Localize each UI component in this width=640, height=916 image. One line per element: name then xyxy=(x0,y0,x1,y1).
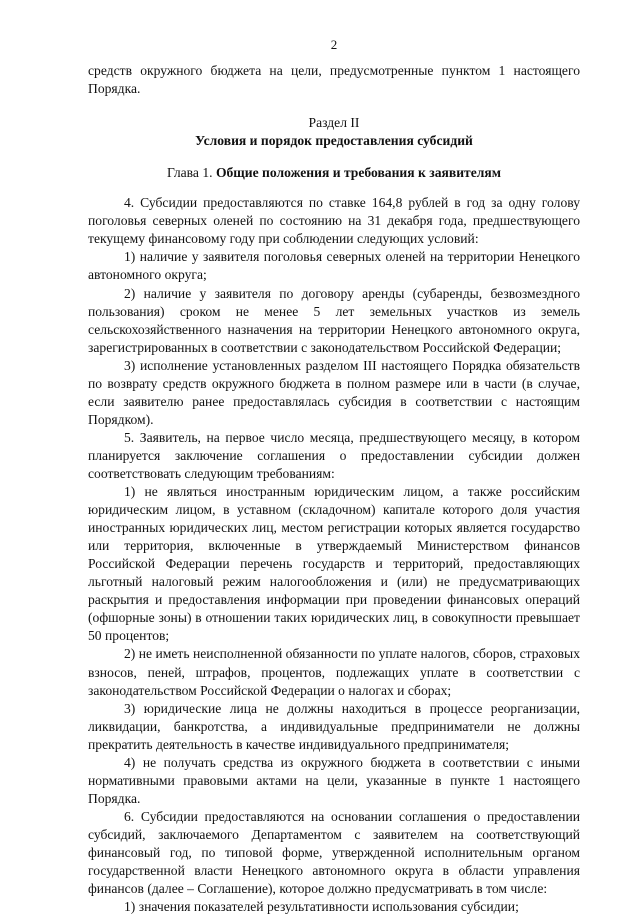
paragraph-5-item-1: 1) не являться иностранным юридическим лицом, а также российским юридическим лицом, в уставном (складочном) капитале которого доля участия иностранных юридических лиц, местом регистрации которых является государство или территория, включенные в утверждаемый Министерством финансов Российской Федерации перечень государств и территорий, предоставляющих льготный налоговый режим налогообложения и (или) не предусматривающих раскрытия и предоставления информации при проведении финансовых операций (офшорные зоны) в отношении таких юридических лиц, в совокупности превышает 50 процентов; xyxy=(88,484,580,644)
section-label: Раздел II xyxy=(308,115,360,131)
paragraph-5-item-4: 4) не получать средства из окружного бюджета в соответствии с иными нормативными правовыми актами на цели, указанные в пункте 1 настоящего Порядка. xyxy=(88,754,580,806)
paragraph-4-item-3: 3) исполнение установленных разделом III настоящего Порядка обязательств по возврату средств окружного бюджета в полном размере или в части (в случае, если заявителю ранее предоставлялась субсидия в соответствии с настоящим Порядком). xyxy=(88,357,580,427)
section-title: Условия и порядок предоставления субсидий xyxy=(195,133,473,149)
intro-paragraph: средств окружного бюджета на цели, предусмотренные пунктом 1 настоящего Порядка. xyxy=(88,63,580,97)
paragraph-5: 5. Заявитель, на первое число месяца, предшествующего месяцу, в котором планируется заключение соглашения о предоставлении субсидии должен соответствовать следующим требованиям: xyxy=(88,429,580,481)
paragraph-5-item-2: 2) не иметь неисполненной обязанности по уплате налогов, сборов, страховых взносов, пеней, штрафов, процентов, подлежащих уплате в соответствии с законодательством Российской Федерации о налогах и сборах; xyxy=(88,646,580,698)
page-number: 2 xyxy=(330,37,338,52)
document-page xyxy=(88,36,580,916)
paragraph-5-item-3: 3) юридические лица не должны находиться в процессе реорганизации, ликвидации, банкротства, а индивидуальные предприниматели не должны прекратить деятельность в качестве индивидуального предпринимателя; xyxy=(88,700,580,752)
chapter-heading xyxy=(88,164,580,182)
chapter-title: Общие положения и требования к заявителям xyxy=(215,165,501,181)
paragraph-6-item-1: 1) значения показателей результативности использования субсидии; xyxy=(124,899,519,915)
paragraph-4-item-2: 2) наличие у заявителя по договору аренды (субаренды, безвозмездного пользования) сроком не менее 5 лет земельных участков из земель сельскохозяйственного назначения на территории Ненецкого автономного округа, зарегистрированных в соответствии с законодательством Российской Федерации; xyxy=(88,285,580,355)
paragraph-4-item-1: 1) наличие у заявителя поголовья северных оленей на территории Ненецкого автономного округа; xyxy=(88,249,580,283)
paragraph-6: 6. Субсидии предоставляются на основании соглашения о предоставлении субсидий, заключаемого Департаментом с заявителем на соответствующий финансовый год, по типовой форме, утвержденной исполнительным органом государственной власти Ненецкого автономного округа в области управления финансов (далее – Соглашение), которое должно предусматривать в том числе: xyxy=(88,808,580,897)
paragraph-4: 4. Субсидии предоставляются по ставке 164,8 рублей в год за одну голову поголовья северных оленей по состоянию на 31 декабря года, предшествующего текущему финансовому году при соблюдении следующих условий: xyxy=(88,195,580,247)
chapter-prefix: Глава 1. xyxy=(167,165,216,181)
